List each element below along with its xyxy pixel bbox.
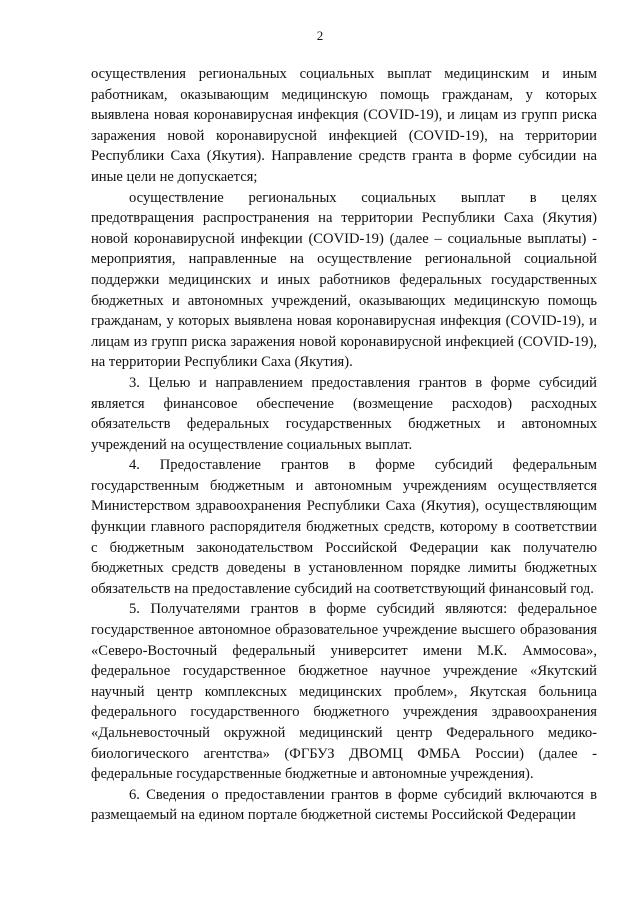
- paragraph-4: 4. Предоставление грантов в форме субсидий федеральным государственным бюджетным и автономным учреждениям осуществляется Министерством здравоохранения Республики Саха (Якутия), осуществляющим функции главного распорядителя бюджетных средств, которому в соответствии с бюджетным законодательством Российской Федерации как получателю бюджетных средств доведены в установленном порядке лимиты бюджетных обязательств на предоставление субсидий на соответствующий финансовый год.: [91, 457, 597, 597]
- paragraph-6: 6. Сведения о предоставлении грантов в форме субсидий включаются в размещаемый на едином портале бюджетной системы Российской Федерации: [91, 786, 597, 824]
- paragraph-social-payments-definition: осуществление региональных социальных выплат в целях предотвращения распространения на территории Республики Саха (Якутия) новой коронавирусной инфекции (COVID-19) (далее – социальные выплаты) - мероприятия, направленные на осуществление региональной социальной поддержки медицинских и иных работников федеральных государственных бюджетных и автономных учреждений, оказывающих медицинскую помощь гражданам, у которых выявлена новая коронавирусная инфекция (COVID-19), и лицам из групп риска заражения новой коронавирусной инфекцией (COVID-19), на территории Республики Саха (Якутия).: [91, 189, 597, 371]
- paragraph-5: 5. Получателями грантов в форме субсидий являются: федеральное государственное автономное образовательное учреждение высшего образования «Северо-Восточный федеральный университет имени М.К. Аммосова», федеральное государственное бюджетное научное учреждение «Якутский научный центр комплексных медицинских проблем», Якутская больница федерального государственного бюджетного учреждения здравоохранения «Дальневосточный окружной медицинский центр Федерального медико-биологического агентства» (ФГБУЗ ДВОМЦ ФМБА России) (далее - федеральные государственные бюджетные и автономные учреждения).: [91, 601, 597, 783]
- page-number: 2: [316, 28, 324, 43]
- paragraph-3: 3. Целью и направлением предоставления грантов в форме субсидий является финансовое обеспечение (возмещение расходов) расходных обязательств федеральных государственных бюджетных и автономных учреждений на осуществление социальных выплат.: [91, 374, 597, 453]
- paragraph-continuation: осуществления региональных социальных выплат медицинским и иным работникам, оказывающим медицинскую помощь гражданам, у которых выявлена новая коронавирусная инфекция (COVID-19), и лицам из групп риска заражения новой коронавирусной инфекцией (COVID-19), на территории Республики Саха (Якутия). Направление средств гранта в форме субсидии на иные цели не допускается;: [91, 66, 597, 185]
- document-body: [91, 64, 597, 826]
